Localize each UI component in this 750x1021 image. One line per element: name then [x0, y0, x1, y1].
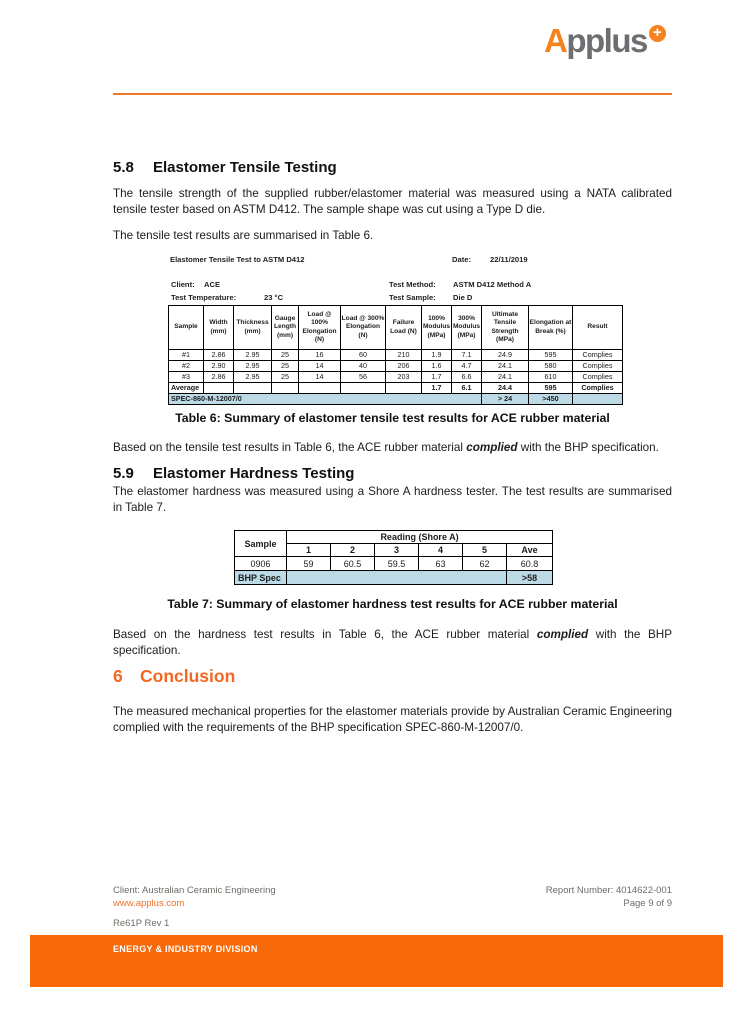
column-header: 300% Modulus (MPa): [452, 306, 482, 350]
sheet-sample-label: Test Sample:: [389, 293, 436, 302]
footer-right: [546, 884, 672, 910]
table-cell: 24.1: [482, 372, 529, 383]
table-cell: 16: [299, 350, 341, 361]
table-cell: 580: [529, 361, 573, 372]
column-header: Width (mm): [204, 306, 234, 350]
conclusion-title: Conclusion: [140, 666, 236, 686]
sheet-client-label: Client:: [171, 280, 195, 289]
section-58-number: 5.8: [113, 159, 134, 176]
column-header: Failure Load (N): [386, 306, 422, 350]
table-cell: 60.5: [331, 557, 375, 571]
plus-badge-icon: +: [649, 25, 666, 42]
footer-client: Client: Australian Ceramic Engineering: [113, 885, 276, 896]
table-row: [235, 557, 553, 571]
table-header-row: [235, 531, 553, 544]
section-58-heading: [113, 159, 337, 176]
table-cell: Complies: [573, 372, 623, 383]
table-cell: 25: [272, 372, 299, 383]
table-spec-row: [235, 571, 553, 585]
table-cell: 2.86: [204, 372, 234, 383]
table-cell: 210: [386, 350, 422, 361]
footer-revision: Re61P Rev 1: [113, 918, 170, 929]
table-cell: 206: [386, 361, 422, 372]
column-header: 2: [331, 544, 375, 557]
table-cell: 2.90: [204, 361, 234, 372]
table-cell: 203: [386, 372, 422, 383]
table-cell: 1.6: [422, 361, 452, 372]
section-59-paragraph: The elastomer hardness was measured using a Shore A hardness tester. The test results are summarised in Table 7.: [113, 485, 672, 514]
sheet-temp-label: Test Temperature:: [171, 293, 237, 302]
tensile-sheet-header: [168, 252, 624, 304]
table-cell: 25: [272, 350, 299, 361]
section-59-heading: [113, 465, 354, 482]
spec-elongation-cell: >450: [529, 394, 573, 405]
section-58-title: Elastomer Tensile Testing: [153, 159, 337, 176]
table-cell: 2.95: [234, 372, 272, 383]
logo-letter-a: A: [544, 22, 567, 59]
table-header-row: [169, 306, 623, 350]
complied-emphasis: complied: [466, 441, 518, 454]
table-cell: Complies: [573, 350, 623, 361]
footer-website-link[interactable]: www.applus.com: [113, 898, 185, 909]
column-header: Thickness (mm): [234, 306, 272, 350]
footer-left: [113, 884, 276, 910]
paragraph-text: with the BHP specification.: [517, 441, 659, 454]
column-header: 1: [287, 544, 331, 557]
table-cell: 56: [341, 372, 386, 383]
section-58-paragraph-1: The tensile strength of the supplied rubber/elastomer material was measured using a NATA calibrated tensile tester based on ASTM D412. The sample shape was cut using a Type D die.: [113, 187, 672, 216]
spec-ave-cell: >58: [507, 571, 553, 585]
reading-header-cell: Reading (Shore A): [287, 531, 553, 544]
sheet-date-label: Date:: [452, 255, 471, 264]
table-row: [169, 372, 623, 383]
spec-result-cell: [573, 394, 623, 405]
footer-report-number: Report Number: 4014622-001: [545, 885, 672, 896]
column-header: 5: [463, 544, 507, 557]
table-cell: 63: [419, 557, 463, 571]
table-average-row: [169, 383, 623, 394]
spec-label-cell: BHP Spec: [235, 571, 287, 585]
table-cell: [272, 383, 299, 394]
sheet-temp-value: 23 °C: [264, 293, 284, 302]
spec-uts-cell: > 24: [482, 394, 529, 405]
table-cell: 60.8: [507, 557, 553, 571]
table-cell: 1.9: [422, 350, 452, 361]
table-cell: [204, 383, 234, 394]
conclusion-number: 6: [113, 666, 123, 686]
table-cell: 14: [299, 372, 341, 383]
table-cell: 1.7: [422, 383, 452, 394]
sample-header-cell: Sample: [235, 531, 287, 557]
table-cell: 24.1: [482, 361, 529, 372]
section-59-title: Elastomer Hardness Testing: [153, 465, 355, 482]
table-cell: 59: [287, 557, 331, 571]
spec-empty-cell: [287, 571, 507, 585]
table-row: [169, 350, 623, 361]
table-cell: 25: [272, 361, 299, 372]
applus-logo: [544, 22, 666, 60]
table-cell: 60: [341, 350, 386, 361]
column-header: 3: [375, 544, 419, 557]
table-cell: #3: [169, 372, 204, 383]
table-cell: 7.1: [452, 350, 482, 361]
division-banner: [30, 935, 723, 987]
table-cell: #2: [169, 361, 204, 372]
table-cell: Average: [169, 383, 204, 394]
table-cell: 40: [341, 361, 386, 372]
column-header: 4: [419, 544, 463, 557]
conclusion-heading: [113, 666, 235, 687]
table-cell: 59.5: [375, 557, 419, 571]
spec-label-cell: SPEC-860-M-12007/0: [169, 394, 482, 405]
table-spec-row: [169, 394, 623, 405]
table6-compliance-paragraph: [113, 440, 672, 456]
table-cell: 595: [529, 350, 573, 361]
tensile-results-table: [168, 305, 623, 405]
hardness-results-table: [234, 530, 553, 585]
table7-caption: Table 7: Summary of elastomer hardness test results for ACE rubber material: [167, 597, 618, 611]
division-banner-label: ENERGY & INDUSTRY DIVISION: [113, 944, 258, 954]
column-header: 100% Modulus (MPa): [422, 306, 452, 350]
table-cell: 24.4: [482, 383, 529, 394]
table6-caption: Table 6: Summary of elastomer tensile test results for ACE rubber material: [175, 411, 610, 425]
table-cell: 4.7: [452, 361, 482, 372]
column-header: Load @ 100% Elongation (N): [299, 306, 341, 350]
sheet-sample-value: Die D: [453, 293, 473, 302]
table-cell: [341, 383, 386, 394]
table-cell: [386, 383, 422, 394]
sheet-method-value: ASTM D412 Method A: [453, 280, 532, 289]
table7-compliance-paragraph: [113, 627, 672, 658]
table-cell: 2.95: [234, 350, 272, 361]
sheet-method-label: Test Method:: [389, 280, 436, 289]
table-cell: Complies: [573, 383, 623, 394]
column-header: Gauge Length (mm): [272, 306, 299, 350]
section-58-paragraph-2: The tensile test results are summarised in Table 6.: [113, 229, 374, 242]
table-cell: 2.95: [234, 361, 272, 372]
column-header: Ave: [507, 544, 553, 557]
conclusion-paragraph: The measured mechanical properties for the elastomer materials provide by Australian Ceramic Engineering complied with the requirements of the BHP specification SPEC-860-M-12007/0.: [113, 705, 672, 734]
table-cell: 610: [529, 372, 573, 383]
table-cell: 14: [299, 361, 341, 372]
column-header: Sample: [169, 306, 204, 350]
table-cell: [299, 383, 341, 394]
table-cell: 595: [529, 383, 573, 394]
table-row: [169, 361, 623, 372]
sheet-date-value: 22/11/2019: [490, 255, 528, 264]
table-cell: 6.1: [452, 383, 482, 394]
table-cell: Complies: [573, 361, 623, 372]
header-divider: [113, 93, 672, 95]
paragraph-text: with the BHP specification.: [113, 628, 672, 657]
table-cell: #1: [169, 350, 204, 361]
table-cell: 0906: [235, 557, 287, 571]
table-cell: 6.6: [452, 372, 482, 383]
column-header: Elongation at Break (%): [529, 306, 573, 350]
table-cell: 1.7: [422, 372, 452, 383]
table-cell: [234, 383, 272, 394]
column-header: Result: [573, 306, 623, 350]
logo-word: pplus: [566, 22, 647, 59]
footer-page-number: Page 9 of 9: [623, 898, 672, 909]
column-header: Ultimate Tensile Strength (MPa): [482, 306, 529, 350]
paragraph-text: Based on the tensile test results in Table 6, the ACE rubber material: [113, 441, 467, 454]
table-cell: 2.86: [204, 350, 234, 361]
sheet-title: Elastomer Tensile Test to ASTM D412: [170, 255, 305, 264]
column-header: Load @ 300% Elongation (N): [341, 306, 386, 350]
paragraph-text: Based on the hardness test results in Table 6, the ACE rubber material: [113, 628, 537, 641]
sheet-client-value: ACE: [204, 280, 221, 289]
complied-emphasis: complied: [536, 628, 589, 641]
table-cell: 24.9: [482, 350, 529, 361]
table-cell: 62: [463, 557, 507, 571]
section-59-number: 5.9: [113, 465, 134, 482]
